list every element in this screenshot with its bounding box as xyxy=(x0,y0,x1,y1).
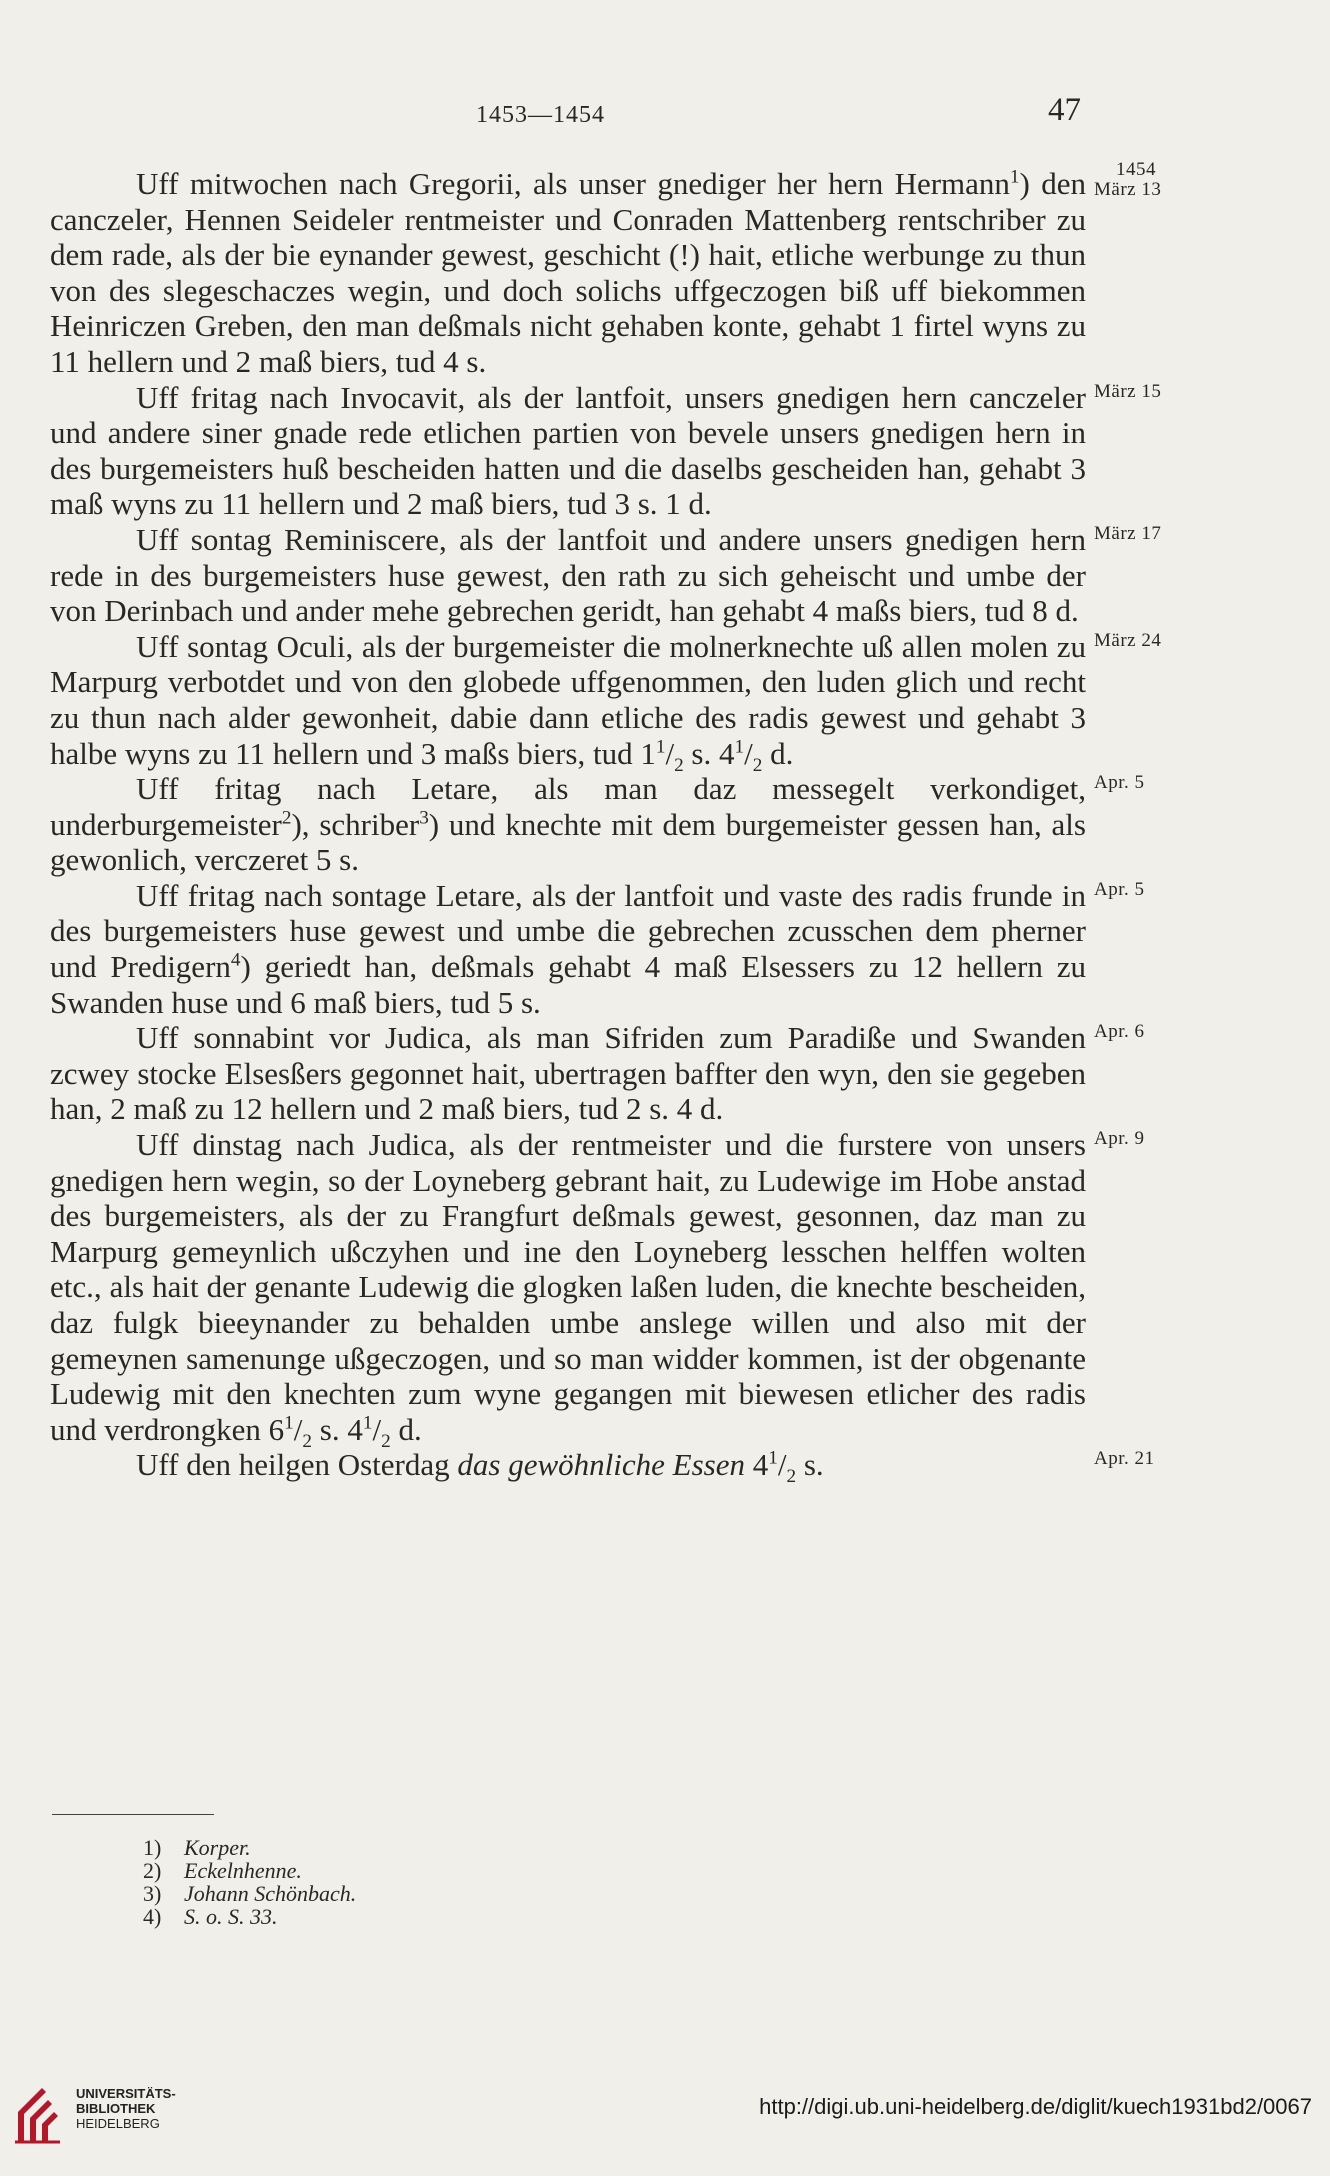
margin-date: Apr. 5 xyxy=(1094,878,1145,900)
margin-date: Apr. 9 xyxy=(1094,1128,1145,1150)
footnote-text: S. o. S. 33. xyxy=(184,1904,278,1929)
margin-date: Apr. 21 xyxy=(1094,1448,1155,1470)
body-text xyxy=(50,159,1162,1488)
margin-year: 1454 xyxy=(1116,159,1156,180)
logo-line-3: HEIDELBERG xyxy=(76,2116,160,2131)
margin-date: März 17 xyxy=(1094,522,1162,544)
footnote-text: Korper. xyxy=(184,1835,251,1860)
footnote-ref: 3 xyxy=(419,807,429,829)
entry-7 xyxy=(50,1020,1145,1127)
library-emblem-icon xyxy=(12,2082,72,2144)
footnote-2 xyxy=(144,1859,844,1882)
entry-text: Uff den heilgen Osterdag das gewöhnliche Essen $4^1/_2$ s. xyxy=(136,1447,824,1488)
footnotes xyxy=(144,1836,844,1928)
entry-text: Uff sontag Reminiscere, als der lantfoit und andere unsers gnedigen hern rede in des burgemeisters huse gewest, den rath zu sich geheischt und umbe der von Derinbach und ander mehe gebrechen geridt, han gehabt 4 maßs biers, tud 8 d. xyxy=(50,521,1086,629)
footnote-1 xyxy=(144,1836,844,1859)
logo-line-2: BIBLIOTHEK xyxy=(76,2101,156,2116)
margin-date: Apr. 5 xyxy=(1094,772,1145,794)
entry-text: Uff sontag Oculi, als der burgemeister die molnerknechte uß allen molen zu Marpurg verbotdet und von den globede uffgenommen, den luden glich und recht zu thun nach alder gewonheit, dabie dann etliche des radis gewest und gehabt 3 halbe wyns zu 11 hellern und 3 maßs biers, tud $1^1/_2$ s. $4^1/_2$ d. xyxy=(50,628,1086,776)
entry-text: Uff sonnabint vor Judica, als man Sifriden zum Paradiße und Swanden zcwey stocke Elsesßers gegonnet hait, ubertragen baffter den wyn, den sie gegeben han, 2 maß zu 12 hellern und 2 maß biers, tud 2 s. 4 d. xyxy=(50,1020,1086,1127)
margin-date-label: März 13 xyxy=(1094,179,1162,200)
entry-text: Uff mitwochen nach Gregorii, als unser gnediger her hern Hermann$^1$) den canczeler, Hennen Seideler rentmeister und Conraden Mattenberg rentschriber zu dem rade, als der bie eynander gewest, geschicht (!) hait, etliche werbunge zu thun von des slegeschaczes wegin, und doch solichs uffgeczogen biß uff biekommen Heinriczen Greben, den man deßmals nicht gehaben konte, gehabt 1 firtel wyns zu 11 hellern und 2 maß biers, tud 4 s. xyxy=(50,166,1086,379)
entry-4 xyxy=(50,628,1162,776)
page-number: 47 xyxy=(1048,92,1081,128)
footnote-ref: 1 xyxy=(1009,166,1020,188)
footnote-number: 4) xyxy=(143,1904,162,1929)
entry-3 xyxy=(50,521,1162,629)
footnote-text: Eckelnhenne. xyxy=(184,1858,302,1883)
footnote-3 xyxy=(144,1882,844,1905)
footnote-ref: 4 xyxy=(230,949,241,971)
entry-8 xyxy=(50,1127,1145,1452)
entry-text: Uff fritag nach sontage Letare, als der lantfoit und vaste des radis frunde in des burgemeisters huse gewest und umbe die gebrechen zcusschen dem pherner und Predigern$^4$) geriedt han, deßmals gehabt 4 maß Elsessers zu 12 hellern zu Swanden huse und 6 maß biers, tud 5 s. xyxy=(50,877,1086,1020)
source-url[interactable]: http://digi.ub.uni-heidelberg.de/diglit/kuech1931bd2/0067 xyxy=(759,2094,1312,2119)
editorial-italic: das gewöhnliche Essen xyxy=(457,1447,745,1483)
margin-date: März 15 xyxy=(1094,380,1162,402)
entry-5 xyxy=(50,771,1145,878)
footnote-ref: 2 xyxy=(281,807,292,829)
page-header xyxy=(0,92,1330,136)
entry-1 xyxy=(50,159,1162,380)
margin-date: März 24 xyxy=(1094,629,1162,651)
footnote-number: 3) xyxy=(143,1881,162,1906)
footnote-number: 1) xyxy=(143,1835,162,1860)
footnote-number: 2) xyxy=(143,1858,162,1883)
entry-2 xyxy=(50,379,1162,522)
library-name xyxy=(76,2086,176,2131)
footnote-text: Johann Schönbach. xyxy=(184,1881,357,1906)
running-title: 1453—1454 xyxy=(476,102,605,128)
entry-text: Uff fritag nach Invocavit, als der lantfoit, unsers gnedigen hern canczeler und andere siner gnade rede etlichen partien von bevele unsers gnedigen hern in des burgemeisters huß bescheiden hatten und die daselbs gescheiden han, gehabt 3 maß wyns zu 11 hellern und 2 maß biers, tud 3 s. 1 d. xyxy=(50,379,1086,522)
entry-text: Uff dinstag nach Judica, als der rentmeister und die furstere von unsers gnedigen hern wegin, so der Loyneberg gebrant hait, zu Ludewige im Hobe anstad des burgemeisters, als der zu Frangfurt deßmals gewest, gesonnen, daz man zu Marpurg gemeynlich ußczyhen und ine den Loyneberg lesschen helffen wolten etc., als hait der genante Ludewig die glogken laßen luden, die knechte bescheiden, daz fulgk bieeynander zu behalden umbe anslege willen und also mit der gemeynen samenunge ußgeczogen, und so man widder kommen, ist der obgenante Ludewig mit den knechten zum wyne gegangen mit biewesen etlicher des radis und verdrongken $6^1/_2$ s. $4^1/_2$ d. xyxy=(50,1127,1086,1452)
entry-6 xyxy=(50,877,1145,1020)
entry-9 xyxy=(50,1447,1155,1488)
library-logo[interactable] xyxy=(12,2082,176,2146)
footnote-divider xyxy=(52,1814,214,1815)
margin-date: Apr. 6 xyxy=(1094,1021,1145,1043)
logo-line-1: UNIVERSITÄTS- xyxy=(76,2086,176,2101)
footnote-4 xyxy=(144,1905,844,1928)
entry-text: Uff fritag nach Letare, als man daz messegelt verkondiget, underburgemeister$^2$), schriber$^3$) und knechte mit dem burgemeister gessen han, als gewonlich, verczeret 5 s. xyxy=(50,771,1086,878)
margin-date xyxy=(1094,160,1214,200)
